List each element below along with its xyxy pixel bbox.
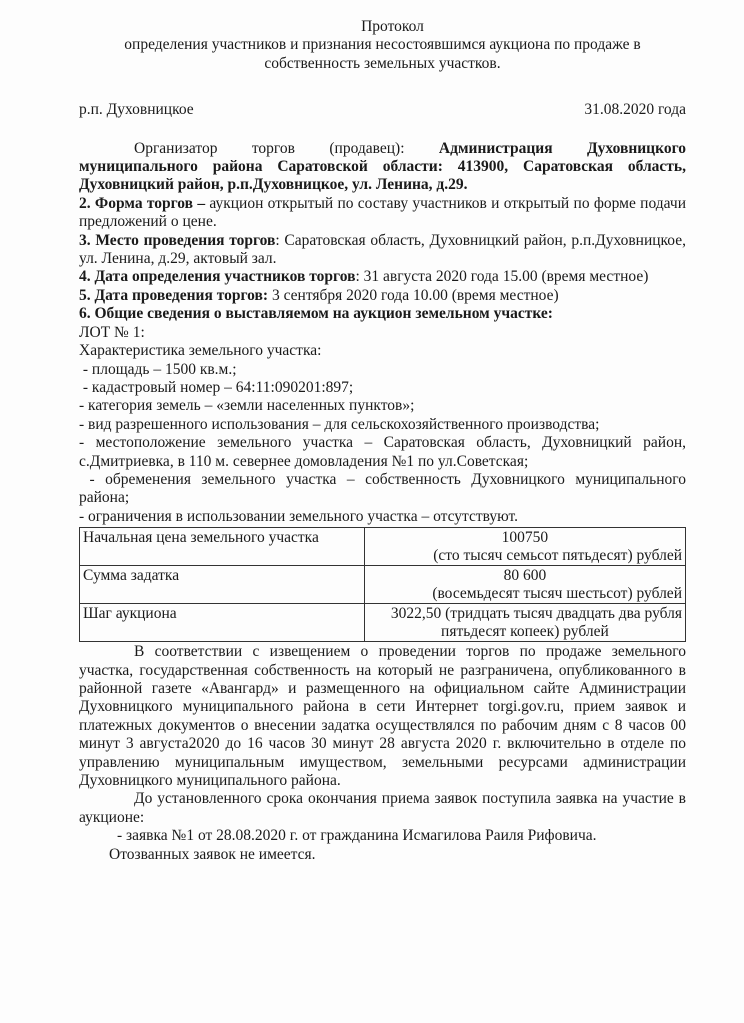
section-place-heading: 3. Место проведения торгов <box>79 231 276 249</box>
section-place <box>79 232 686 269</box>
lot-item-category: - категория земель – «земли населенных пунктов»; <box>79 397 415 415</box>
section-form-heading: 2. Форма торгов – <box>79 194 210 212</box>
lot-item-area: - площадь – 1500 кв.м.; <box>79 360 237 378</box>
auction-step-value: 3022,50 (тридцать тысяч двадцать два рубля <box>390 605 682 623</box>
section-participants-date-heading: 4. Дата определения участников торгов <box>79 268 356 286</box>
initial-price-words: (сто тысяч семьсот пятьдесят) рублей <box>433 547 682 565</box>
initial-price-value: 100750 <box>501 529 549 547</box>
price-table <box>79 527 686 642</box>
section-participants-date <box>79 268 686 286</box>
lot-characteristics-title: Характеристика земельного участка: <box>79 342 322 360</box>
section-general-info <box>79 305 686 323</box>
table-cell-value <box>364 528 685 566</box>
lot-label: ЛОТ № 1: <box>79 323 145 341</box>
lot-item-restrictions: - ограничения в использовании земельного участка – отсутствуют. <box>79 507 519 525</box>
table-row <box>80 528 686 566</box>
table-cell-value <box>364 604 685 642</box>
body-paragraph-1: В соответствии с извещением о проведении торгов по продаже земельного участка, государственная собственность на который не разграничена, опубликованного в районной газете «Авангард» и размещенного на официальном сайте Администрации Духовницкого муниципального района в сети Интернет torgi.gov.ru, прием заявок и платежных документов о внесении задатка осуществлялся по рабочим дням с 8 часов 00 минут 3 августа2020 до 16 часов 30 минут 28 августа 2020 г. включительно в отделе по управлению муниципальным имуществом, земельными ресурсами администрации Духовницкого муниципального района. <box>79 643 686 789</box>
document-subtitle-line2: собственность земельных участков. <box>264 54 501 72</box>
deposit-value: 80 600 <box>503 567 547 585</box>
section-auction-date-text: 3 сентября 2020 года 10.00 (время местное) <box>271 286 559 304</box>
organizer-lead: Организатор торгов (продавец): <box>134 139 439 157</box>
table-cell-label: Сумма задатка <box>80 566 365 604</box>
table-cell-label: Шаг аукциона <box>80 604 365 642</box>
document-subtitle-line1: определения участников и признания несостоявшимся аукциона по продаже в <box>124 36 641 54</box>
lot-item-location: - местоположение земельного участка – Саратовская область, Духовницкий район, с.Дмитриевка, в 110 м. севернее домовладения №1 по ул.Советская; <box>79 434 686 470</box>
place: р.п. Духовницкое <box>79 101 194 119</box>
section-participants-date-text: : 31 августа 2020 года 15.00 (время местное) <box>355 268 649 286</box>
deposit-words: (восемьдесят тысяч шестьсот) рублей <box>432 585 682 603</box>
section-form-text: аукцион открытый по составу участников и открытый по форме подачи предложений о цене. <box>79 194 686 231</box>
organizer-details: Администрация Духовницкого муниципального района Саратовской области: 413900, Саратовская область, Духовницкий район, р.п.Духовницкое, ул. Ленина, д.29. <box>79 139 686 194</box>
body-paragraph-2: До установленного срока окончания приема заявок поступила заявка на участие в аукционе: <box>79 790 686 826</box>
lot-item-encumbrance: - обременения земельного участка – собственность Духовницкого муниципального района; <box>79 470 690 507</box>
table-cell-value <box>364 566 685 604</box>
application-line: - заявка №1 от 28.08.2020 г. от гражданина Исмагилова Раиля Рифовича. <box>117 827 597 845</box>
place-date-row <box>79 101 686 119</box>
date: 31.08.2020 года <box>584 101 686 119</box>
section-general-info-heading: 6. Общие сведения о выставляемом на аукцион земельном участке: <box>79 305 553 323</box>
withdrawn-line: Отозванных заявок не имеется. <box>109 845 316 863</box>
organizer-paragraph <box>79 140 686 195</box>
lot-item-usage: - вид разрешенного использования – для сельскохозяйственного производства; <box>79 415 600 433</box>
document-header <box>79 18 686 73</box>
section-place-text: : Саратовская область, Духовницкий район, р.п.Духовницкое, ул. Ленина, д.29, актовый зал. <box>79 231 686 268</box>
auction-step-words: пятьдесят копеек) рублей <box>441 623 609 641</box>
lot-item-cadastral: - кадастровый номер – 64:11:090201:897; <box>79 378 354 396</box>
table-row <box>80 604 686 642</box>
table-cell-label: Начальная цена земельного участка <box>80 528 365 566</box>
table-row <box>80 566 686 604</box>
section-auction-date-heading: 5. Дата проведения торгов: <box>79 286 272 304</box>
section-auction-date <box>79 287 686 305</box>
section-form <box>79 195 686 232</box>
document-title: Протокол <box>361 18 424 35</box>
